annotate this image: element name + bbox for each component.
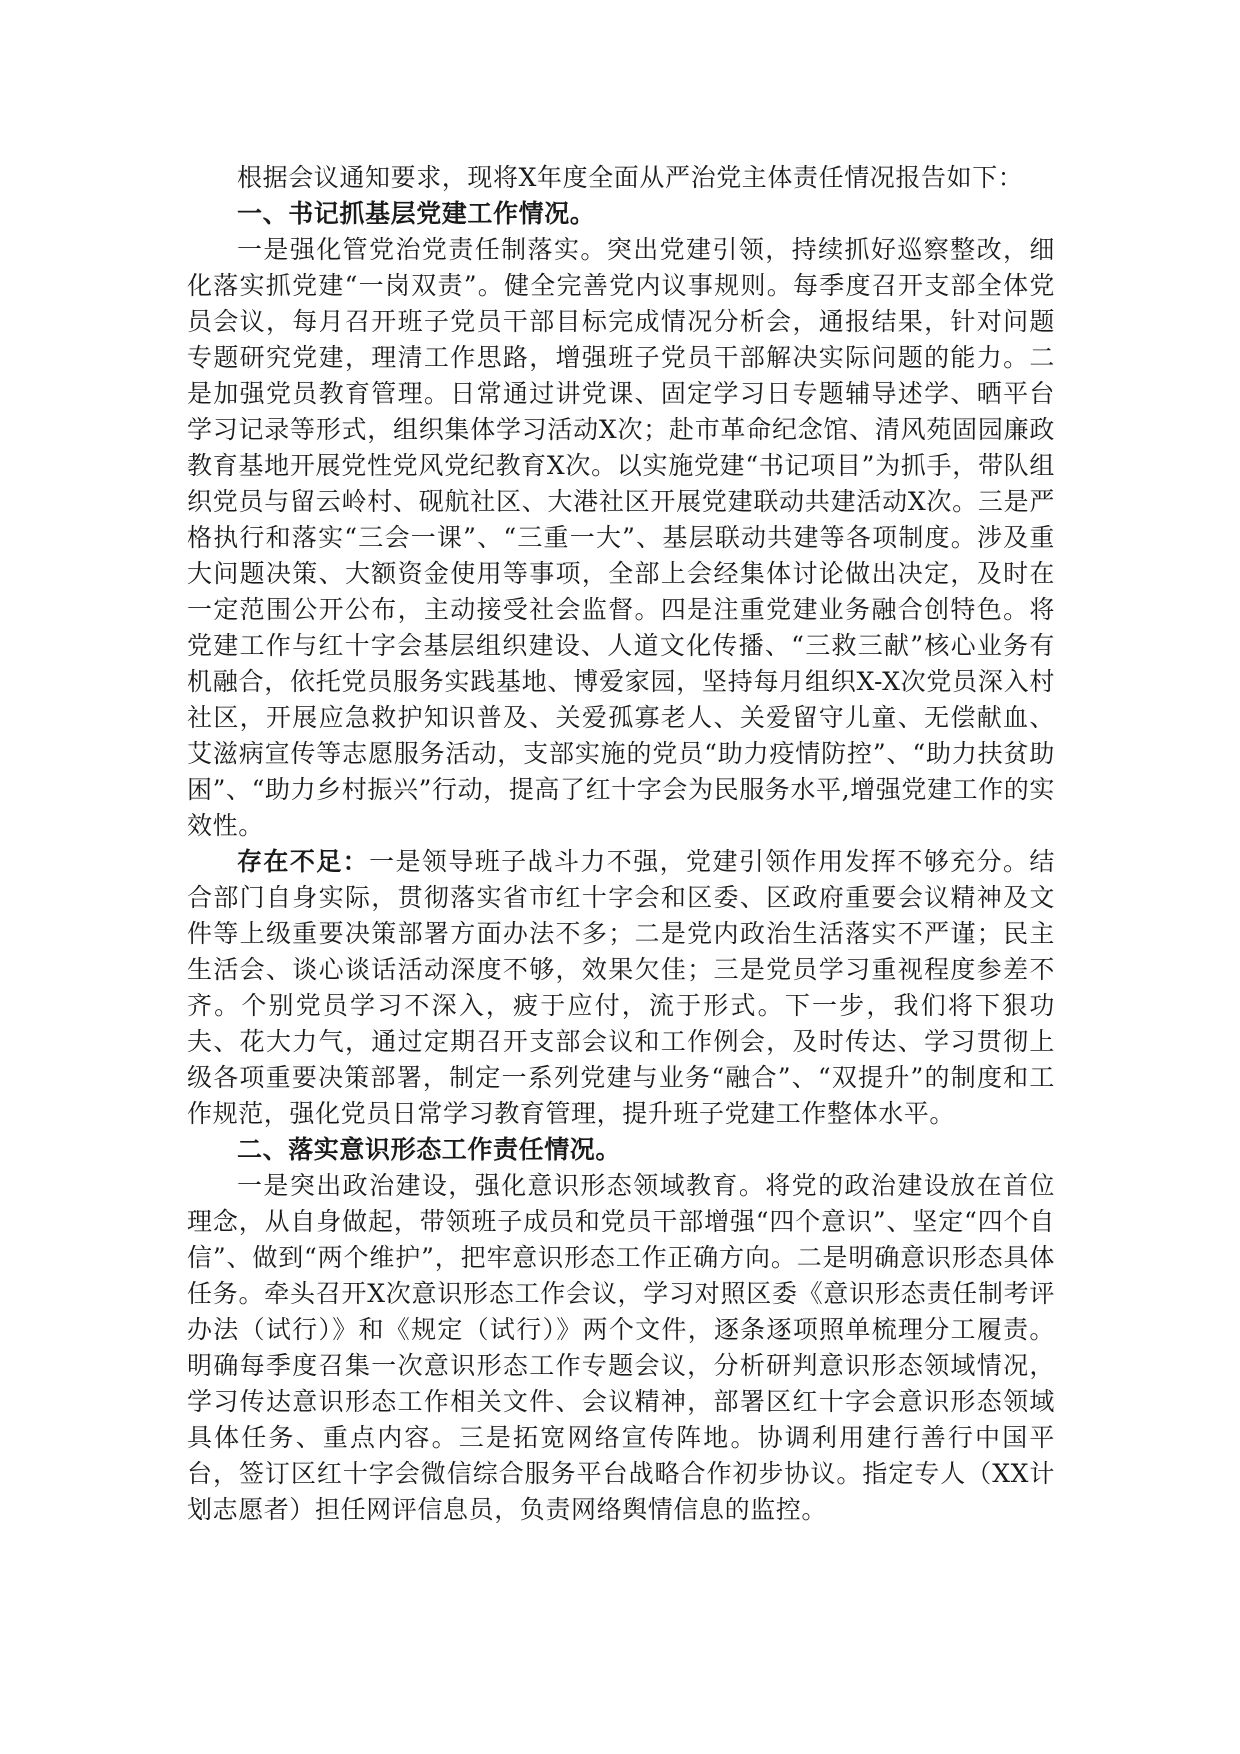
section-1-heading: 一、书记抓基层党建工作情况。 [237,199,596,228]
section-1-paragraph: 一是强化管党治党责任制落实。突出党建引领，持续抓好巡察整改，细化落实抓党建“一岗双责”。健全完善党内议事规则。每季度召开支部全体党员会议，每月召开班子党员干部目标完成情况分析会，通报结果，针对问题专题研究党建，理清工作思路，增强班子党员干部解决实际问题的能力。二是加强党员教育管理。日常通过讲党课、固定学习日专题辅导述学、晒平台学习记录等形式，组织集体学习活动X次；赴市革命纪念馆、清风苑固园廉政教育基地开展党性党风党纪教育X次。以实施党建“书记项目”为抓手，带队组织党员与留云岭村、砚航社区、大港社区开展党建联动共建活动X次。三是严格执行和落实“三会一课”、“三重一大”、基层联动共建等各项制度。涉及重大问题决策、大额资金使用等事项，全部上会经集体讨论做出决定，及时在一定范围公开公布，主动接受社会监督。四是注重党建业务融合创特色。将党建工作与红十字会基层组织建设、人道文化传播、“三救三献”核心业务有机融合，依托党员服务实践基地、博爱家园，坚持每月组织X-X次党员深入村社区，开展应急救护知识普及、关爱孤寡老人、关爱留守儿童、无偿献血、艾滋病宣传等志愿服务活动，支部实施的党员“助力疫情防控”、“助力扶贫助困”、“助力乡村振兴”行动，提高了红十字会为民服务水平,增强党建工作的实效性。 [187,235,1055,840]
shortfall-text: 一是领导班子战斗力不强，党建引领作用发挥不够充分。结合部门自身实际，贯彻落实省市红十字会和区委、区政府重要会议精神及文件等上级重要决策部署方面办法不多；二是党内政治生活落实不严谨；民主生活会、谈心谈话活动深度不够，效果欠佳；三是党员学习重视程度参差不齐。个别党员学习不深入，疲于应付，流于形式。下一步，我们将下狠功夫、花大力气，通过定期召开支部会议和工作例会，及时传达、学习贯彻上级各项重要决策部署，制定一系列党建与业务“融合”、“双提升”的制度和工作规范，强化党员日常学习教育管理，提升班子党建工作整体水平。 [187,847,1055,1128]
shortfall-paragraph [187,844,1055,1132]
shortfall-label: 存在不足： [237,847,370,876]
document-body [187,160,1055,1528]
intro-paragraph: 根据会议通知要求，现将X年度全面从严治党主体责任情况报告如下： [237,163,1024,192]
section-2-paragraph: 一是突出政治建设，强化意识形态领域教育。将党的政治建设放在首位理念，从自身做起，带领班子成员和党员干部增强“四个意识”、坚定“四个自信”、做到“两个维护”，把牢意识形态工作正确方向。二是明确意识形态具体任务。牵头召开X次意识形态工作会议，学习对照区委《意识形态责任制考评办法（试行）》和《规定（试行）》两个文件，逐条逐项照单梳理分工履责。明确每季度召集一次意识形态工作专题会议，分析研判意识形态领域情况，学习传达意识形态工作相关文件、会议精神，部署区红十字会意识形态领域具体任务、重点内容。三是拓宽网络宣传阵地。协调利用建行善行中国平台，签订区红十字会微信综合服务平台战略合作初步协议。指定专人（XX计划志愿者）担任网评信息员，负责网络舆情信息的监控。 [187,1171,1055,1524]
section-2-heading: 二、落实意识形态工作责任情况。 [237,1135,622,1164]
